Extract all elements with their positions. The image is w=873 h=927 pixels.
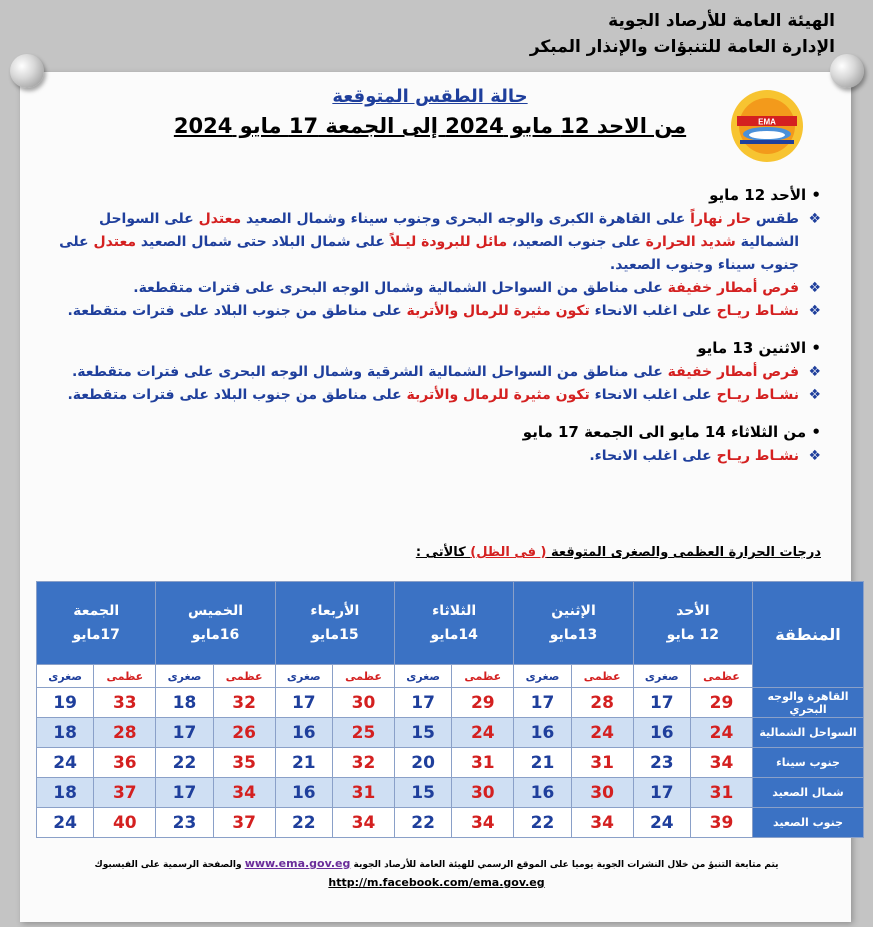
footer-text: يتم متابعة التنبؤ من خلال النشرات الجوية يوميا على الموقع الرسمي للهيئة العامة للأرصاد الجوية — [353, 860, 779, 870]
min-temp: 17 — [633, 688, 690, 718]
min-temp: 24 — [37, 748, 94, 778]
min-temp: 18 — [37, 718, 94, 748]
forecast-text: على اغلب الانحاء — [589, 387, 717, 403]
table-row — [37, 688, 864, 718]
forecast-text: على مناطق من السواحل الشمالية الشرقية وشمال الوجه البحرى على فترات متقطعة. — [71, 364, 668, 380]
temps-caption-text: درجات الحرارة العظمى والصغرى المتوقعة — [546, 545, 821, 560]
min-temp: 22 — [275, 808, 332, 838]
logo-text: EMA — [758, 117, 776, 127]
max-label: عظمى — [690, 665, 752, 688]
min-temp: 17 — [275, 688, 332, 718]
forecast-text: على مناطق من جنوب البلاد على فترات متقطعة. — [67, 387, 407, 403]
min-temp: 16 — [514, 778, 571, 808]
max-temp: 29 — [690, 688, 752, 718]
max-temp: 24 — [571, 718, 633, 748]
min-temp: 16 — [514, 718, 571, 748]
min-temp: 23 — [156, 808, 213, 838]
max-temp: 37 — [94, 778, 156, 808]
min-temp: 15 — [395, 778, 452, 808]
website-link[interactable]: www.ema.gov.eg — [244, 857, 351, 870]
min-temp: 17 — [395, 688, 452, 718]
min-temp: 17 — [514, 688, 571, 718]
forecast-text: على شمال البلاد حتى شمال الصعيد — [136, 234, 390, 250]
pin-left — [10, 54, 44, 88]
min-label: صغرى — [275, 665, 332, 688]
min-temp: 17 — [633, 778, 690, 808]
min-label: صغرى — [395, 665, 452, 688]
max-temp: 35 — [213, 748, 275, 778]
day-column-header: الجمعة 17مايو — [37, 582, 156, 665]
forecast-text: معتدل — [93, 234, 137, 250]
table-row — [37, 778, 864, 808]
max-temp: 30 — [332, 688, 394, 718]
diamond-bullet-icon: ❖ — [808, 303, 821, 319]
forecast-text: شديد الحرارة — [645, 234, 736, 250]
forecast-text: نشـاط ريـاح — [716, 448, 799, 464]
min-label: صغرى — [514, 665, 571, 688]
forecast-text: تكون مثيرة للرمال والأتربة — [406, 303, 590, 319]
facebook-link[interactable]: http://m.facebook.com/ema.gov.eg — [328, 876, 545, 889]
forecast-line — [41, 277, 821, 300]
min-temp: 20 — [395, 748, 452, 778]
forecast-text: تكون مثيرة للرمال والأتربة — [406, 387, 590, 403]
min-temp: 16 — [275, 718, 332, 748]
region-name: شمال الصعيد — [753, 778, 864, 808]
forecast-text: طقس — [751, 211, 799, 227]
max-temp: 34 — [332, 808, 394, 838]
min-temp: 15 — [395, 718, 452, 748]
forecast-text: على جنوب سيناء وجنوب الصعيد. — [59, 234, 799, 273]
forecast-line — [41, 445, 821, 468]
min-temp: 22 — [514, 808, 571, 838]
table-row — [37, 808, 864, 838]
day-heading: • الاثنين 13 مايو — [41, 339, 821, 357]
day-heading: • الأحد 12 مايو — [41, 186, 821, 204]
max-temp: 25 — [332, 718, 394, 748]
min-temp: 23 — [633, 748, 690, 778]
footer-note — [0, 857, 873, 870]
max-temp: 32 — [332, 748, 394, 778]
diamond-bullet-icon: ❖ — [808, 280, 821, 296]
forecast-text: على السواحل الشمالية — [98, 211, 799, 250]
min-temp: 21 — [275, 748, 332, 778]
min-temp: 18 — [156, 688, 213, 718]
forecast-text: على اغلب الانحاء. — [589, 448, 717, 464]
forecast-line — [41, 300, 821, 323]
max-label: عظمى — [213, 665, 275, 688]
forecast-text: على مناطق من السواحل الشمالية وشمال الوجه البحرى على فترات متقطعة. — [133, 280, 668, 296]
max-temp: 33 — [94, 688, 156, 718]
forecast-text: فرص أمطار خفيفة — [667, 280, 799, 296]
max-temp: 34 — [690, 748, 752, 778]
forecast-text: على اغلب الانحاء — [589, 303, 717, 319]
min-temp: 24 — [37, 808, 94, 838]
diamond-bullet-icon: ❖ — [808, 211, 821, 227]
forecast-text: على مناطق من جنوب البلاد على فترات متقطعة. — [67, 303, 407, 319]
max-temp: 26 — [213, 718, 275, 748]
forecast-text: معتدل — [198, 211, 242, 227]
forecast-text: مائل للبرودة ليـلاً — [389, 234, 508, 250]
max-temp: 31 — [452, 748, 514, 778]
max-temp: 28 — [94, 718, 156, 748]
temperature-table — [36, 581, 864, 838]
max-temp: 30 — [452, 778, 514, 808]
max-temp: 31 — [571, 748, 633, 778]
forecast-line — [41, 208, 821, 277]
forecast-line — [41, 384, 821, 407]
max-label: عظمى — [94, 665, 156, 688]
temps-caption — [416, 545, 821, 560]
max-temp: 29 — [452, 688, 514, 718]
max-temp: 39 — [690, 808, 752, 838]
forecast-content — [41, 186, 821, 468]
day-column-header: الإثنين 13مايو — [514, 582, 633, 665]
max-temp: 40 — [94, 808, 156, 838]
region-header: المنطقة — [753, 582, 864, 688]
max-temp: 37 — [213, 808, 275, 838]
forecast-line — [41, 361, 821, 384]
region-name: القاهرة والوجه البحري — [753, 688, 864, 718]
max-temp: 28 — [571, 688, 633, 718]
max-label: عظمى — [571, 665, 633, 688]
min-label: صغرى — [156, 665, 213, 688]
min-label: صغرى — [633, 665, 690, 688]
max-temp: 34 — [213, 778, 275, 808]
temps-caption-shade: ( فى الظل) — [470, 545, 547, 560]
ema-logo — [722, 86, 812, 166]
forecast-text: على القاهرة الكبرى والوجه البحرى وجنوب سيناء وشمال الصعيد — [241, 211, 691, 227]
min-temp: 21 — [514, 748, 571, 778]
min-temp: 22 — [395, 808, 452, 838]
day-column-header: الخميس 16مايو — [156, 582, 275, 665]
min-temp: 22 — [156, 748, 213, 778]
day-column-header: الأحد 12 مايو — [633, 582, 752, 665]
min-temp: 17 — [156, 718, 213, 748]
max-temp: 34 — [571, 808, 633, 838]
forecast-text: على جنوب الصعيد، — [507, 234, 646, 250]
max-temp: 30 — [571, 778, 633, 808]
table-row — [37, 718, 864, 748]
region-name: السواحل الشمالية — [753, 718, 864, 748]
max-temp: 31 — [332, 778, 394, 808]
pin-right — [830, 54, 864, 88]
region-name: جنوب سيناء — [753, 748, 864, 778]
org-line2: الإدارة العامة للتنبؤات والإنذار المبكر — [529, 37, 835, 57]
min-temp: 16 — [275, 778, 332, 808]
table-row — [37, 748, 864, 778]
min-temp: 17 — [156, 778, 213, 808]
day-column-header: الثلاثاء 14مايو — [395, 582, 514, 665]
region-name: جنوب الصعيد — [753, 808, 864, 838]
max-temp: 32 — [213, 688, 275, 718]
bulletin-period: من الاحد 12 مايو 2024 إلى الجمعة 17 مايو 2024 — [173, 114, 687, 138]
temps-caption-tail: كالأتى : — [415, 545, 471, 560]
diamond-bullet-icon: ❖ — [808, 387, 821, 403]
max-label: عظمى — [452, 665, 514, 688]
forecast-text: نشـاط ريـاح — [716, 303, 799, 319]
forecast-text: فرص أمطار خفيفة — [667, 364, 799, 380]
max-temp: 24 — [690, 718, 752, 748]
day-heading: • من الثلاثاء 14 مايو الى الجمعة 17 مايو — [41, 423, 821, 441]
min-temp: 24 — [633, 808, 690, 838]
min-label: صغرى — [37, 665, 94, 688]
org-line1: الهيئة العامة للأرصاد الجوية — [608, 11, 835, 31]
diamond-bullet-icon: ❖ — [808, 448, 821, 464]
forecast-text: حار نهاراً — [690, 211, 752, 227]
forecast-text: نشـاط ريـاح — [716, 387, 799, 403]
org-header — [530, 8, 835, 60]
diamond-bullet-icon: ❖ — [808, 364, 821, 380]
bulletin-title: حالة الطقس المتوقعة — [332, 86, 528, 107]
max-temp: 31 — [690, 778, 752, 808]
min-temp: 18 — [37, 778, 94, 808]
min-temp: 19 — [37, 688, 94, 718]
footer-text-b: والصفحة الرسمية على الفيسبوك — [94, 860, 242, 870]
max-temp: 36 — [94, 748, 156, 778]
max-label: عظمى — [332, 665, 394, 688]
min-temp: 16 — [633, 718, 690, 748]
day-column-header: الأربعاء 15مايو — [275, 582, 394, 665]
max-temp: 34 — [452, 808, 514, 838]
max-temp: 24 — [452, 718, 514, 748]
